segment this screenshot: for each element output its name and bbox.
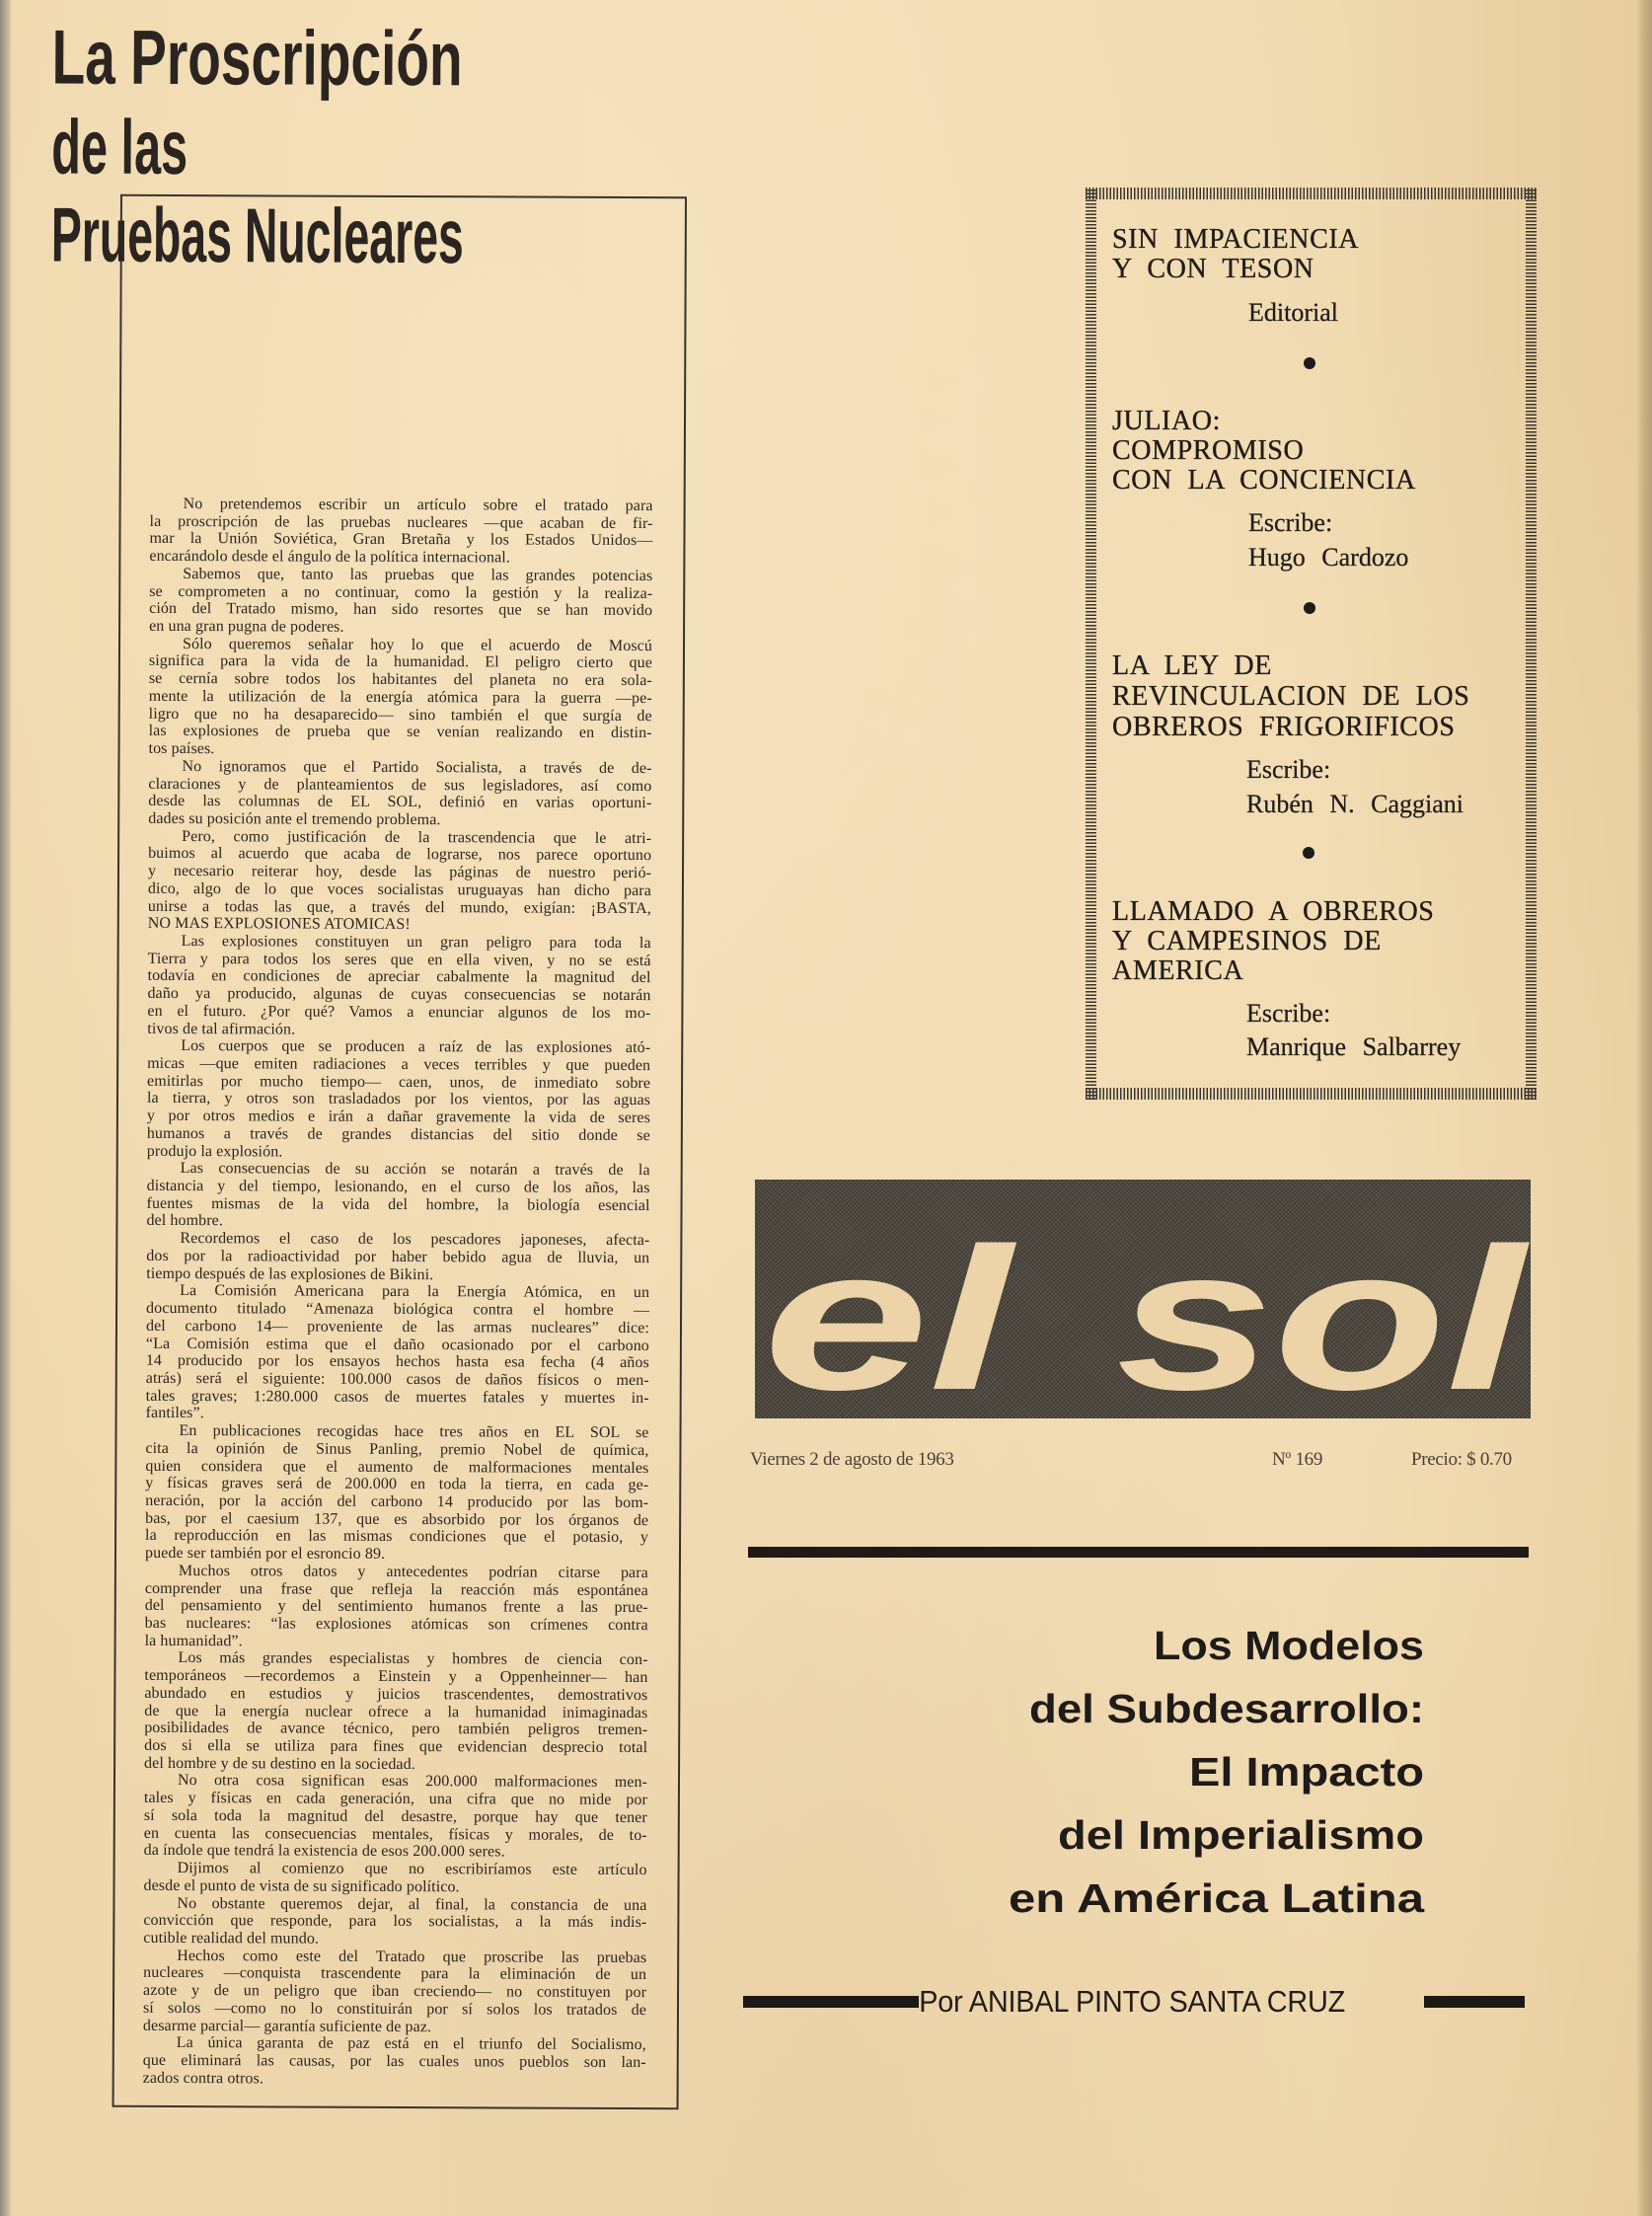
article-text-line: Muchos otros datos y antecedentes podrían citarse para <box>178 1562 648 1581</box>
article-text-line: y físicas graves será de 200.000 en toda la tierra, en cada ge- <box>145 1475 649 1494</box>
article-text-line: Dijimos al comienzo que no escribiríamos este artículo <box>177 1860 647 1879</box>
article-text-line: tos países. <box>148 739 215 758</box>
bullet-separator-icon <box>1303 847 1314 859</box>
article-text-line: documento titulado “Amenaza biológica contra el hombre — <box>146 1299 650 1320</box>
el-sol-logo <box>755 1180 1531 1418</box>
article-paragraph <box>143 2034 646 2089</box>
article-text-line: Los cuerpos que se producen a raíz de las explosiones ató- <box>181 1037 651 1057</box>
contents-box <box>1086 188 1537 1100</box>
article-text-line: mente la utilización de la energía atómica para la guerra —pe- <box>148 687 652 708</box>
article-text-line: La Comisión Americana para la Energía Atómica, en un <box>180 1282 650 1302</box>
article-text-line: fantiles”. <box>145 1405 204 1422</box>
article-text-line: mar la Unión Soviética, Gran Bretaña y los Estados Unidos— <box>149 530 653 550</box>
article-text-line: produjo la explosión. <box>146 1142 283 1161</box>
article-paragraph <box>148 758 651 830</box>
article-text-line: la reproducción en las mismas condiciones que el potasio, y <box>145 1527 649 1547</box>
article-title-line: La Proscripción <box>51 13 635 104</box>
article-text-line: que eliminará las causas, por las cuales unos pueblos son lan- <box>142 2051 646 2072</box>
article-paragraph <box>146 1282 650 1424</box>
horizontal-rule <box>748 1547 1529 1558</box>
contents-item-byline <box>1246 997 1461 1064</box>
contents-title-line: COMPROMISO <box>1112 435 1305 466</box>
headline-line: en América Latina <box>1009 1875 1426 1921</box>
article-paragraph <box>149 496 652 568</box>
article-text-line: fuentes mismas de la vida del hombre, la biología esencial <box>146 1194 650 1214</box>
article-text-line: No obstante queremos dejar, al final, la constancia de una <box>177 1894 647 1914</box>
article-text-line: Recordemos el caso de los pescadores japoneses, afecta- <box>180 1230 650 1250</box>
article-text-line: sí solos —como no lo constituirán por sí solos los tratados de <box>142 1999 647 2019</box>
bullet-separator-icon <box>1304 602 1315 614</box>
article-text-line: las explosiones de prueba que se venían realizando en distin- <box>148 723 652 742</box>
contents-item-juliao-title <box>1112 407 1416 496</box>
page-edge-shadow-right <box>1636 0 1652 2216</box>
article-paragraph <box>146 1160 649 1232</box>
byline-bar-right <box>1424 1996 1525 2008</box>
article-text-line: claraciones y de planteamientos de sus legisladores, así como <box>148 775 652 795</box>
contents-item-label: Escribe: <box>1248 508 1333 537</box>
article-text-line: atrás) será el siguiente: 100.000 casos de daños físicos o men- <box>145 1369 649 1390</box>
article-text-line: desde el punto de vista de su significado político. <box>143 1876 460 1896</box>
article-paragraph <box>145 1563 648 1652</box>
contents-item-llamado-title <box>1112 897 1434 986</box>
article-text-line: micas —que emiten radiaciones a veces terribles y que pueden <box>147 1054 651 1075</box>
article-paragraph <box>143 1860 646 1897</box>
article-text-line: del carbono 14— proveniente de las armas nucleares” dice: <box>145 1317 650 1337</box>
article-paragraph <box>148 828 651 936</box>
issue-price: Precio: $ 0.70 <box>1411 1449 1512 1470</box>
logo-word: sol <box>1116 1206 1531 1418</box>
article-text-line: ción del Tratado mismo, han sido resortes que se han movido <box>149 600 653 620</box>
article-text-line: unirse a todas las que, a través del mundo, exigían: ¡BASTA, <box>147 897 651 917</box>
article-text-line: Las consecuencias de su acción se notarán a través de la <box>180 1160 650 1180</box>
hatched-border-bottom <box>1086 1088 1537 1100</box>
article-body <box>143 496 653 2090</box>
article-text-line: en el futuro. ¿Por qué? Vamos a enunciar algunos de los mo- <box>147 1002 651 1022</box>
article-text-line: humanos a través de grandes distancias del sitio donde se <box>146 1124 650 1144</box>
article-box <box>50 13 745 2109</box>
article-text-line: convicción que responde, para los socialistas, a la más indis- <box>143 1912 647 1932</box>
article-text-line: Los más grandes especialistas y hombres de ciencia con- <box>178 1649 648 1669</box>
article-text-line: y por otros medios e irán a dañar gravemente la vida de seres <box>146 1108 650 1127</box>
article-text-line: dico, algo de lo que voces socialistas uruguayas han dicho para <box>147 879 651 899</box>
article-paragraph <box>145 1422 649 1565</box>
headline-line: El Impacto <box>1189 1749 1424 1795</box>
article-text-line: No ignoramos que el Partido Socialista, a través de de- <box>182 757 652 777</box>
article-text-line: del hombre y de su destino en la sociedad. <box>144 1754 415 1773</box>
article-paragraph <box>149 636 653 760</box>
article-text-line: neración, por la acción del carbono 14 producido por las bom- <box>145 1491 649 1512</box>
contents-title-line: Y CAMPESINOS DE <box>1112 926 1382 956</box>
article-text-line: distancia y del tiempo, lesionando, en el curso de los años, las <box>146 1177 650 1197</box>
article-text-line: tiempo después de las explosiones de Bikini. <box>146 1264 434 1283</box>
byline-text: Por ANIBAL PINTO SANTA CRUZ <box>919 1984 1346 2019</box>
article-title <box>1 0 745 497</box>
article-text-line: daño ya producido, algunas de cuyas consecuencias se notarán <box>147 985 651 1005</box>
article-text-line: La única garanta de paz está en el triunfo del Socialismo, <box>176 2034 646 2054</box>
article-text-line: azote y de un peligro que iban creciendo— no constituyen por <box>143 1981 647 2002</box>
article-text-line: “La Comisión estima que el daño ocasionado por el carbono <box>145 1335 649 1354</box>
contents-title-line: CON LA CONCIENCIA <box>1112 465 1416 496</box>
contents-item-label: Escribe: <box>1246 755 1331 784</box>
article-text-line: bas, por el caesium 137, que es absorbido por los órganos de <box>145 1509 649 1529</box>
issue-date: Viernes 2 de agosto de 1963 <box>750 1449 954 1470</box>
article-paragraph <box>146 1230 649 1284</box>
contents-title-line: JULIAO: <box>1112 406 1221 436</box>
headline-line: del Subdesarrollo: <box>1029 1686 1424 1731</box>
article-text-line: En publicaciones recogidas hace tres años en EL SOL se <box>179 1422 649 1442</box>
article-text-line: de que la energía nuclear ofrece a la humanidad inimaginadas <box>144 1702 648 1721</box>
contents-item-author: Rubén N. Caggiani <box>1246 790 1464 818</box>
article-text-line: se cernía sobre todos los habitantes del planeta no era sola- <box>148 670 652 690</box>
contents-title-line: AMERICA <box>1112 955 1244 986</box>
headline-line: del Imperialismo <box>1058 1812 1424 1858</box>
article-text-line: tales graves; 1:280.000 casos de muertes fatales y muertes in- <box>145 1387 649 1407</box>
article-title-line: de las <box>51 103 270 191</box>
article-text-line: 14 producido por los ensayos hechos hasta esa fecha (4 años <box>145 1352 649 1372</box>
article-text-line: abundado en estudios y juicios trascendentes, demostrativos <box>144 1684 648 1704</box>
article-text-line: buimos al acuerdo que acaba de lograrse, nos parece oportuno <box>148 845 652 865</box>
article-text-line: dos si ella se utiliza para fines que evidencian desprecio total <box>144 1736 648 1757</box>
article-text-line: Las explosiones constituyen un gran peligro para toda la <box>181 932 651 953</box>
article-text-line: No pretendemos escribir un artículo sobre el tratado para <box>183 496 653 515</box>
article-text-line: Pero, como justificación de la trascendencia que le atri- <box>182 827 652 847</box>
article-text-line: desarme parcial— garantía suficiente de paz. <box>142 2017 432 2035</box>
article-text-line: comprender una frase que refleja la reacción más espontánea <box>144 1579 648 1599</box>
article-paragraph <box>147 1037 651 1162</box>
issue-number: Nº 169 <box>1272 1449 1323 1470</box>
article-text-line: dades su posición ante el tremendo problema. <box>148 809 441 829</box>
article-text-line: la humanidad”. <box>144 1632 243 1650</box>
contents-title-line: SIN IMPACIENCIA <box>1112 224 1360 255</box>
hatched-border-left <box>1086 188 1096 1100</box>
article-text-line: la tierra, y otros son trasladados por los vientos, por las aguas <box>146 1090 651 1109</box>
article-text-line: quien considera que el aumento de malformaciones mentales <box>145 1457 649 1477</box>
article-text-line: todavía en condiciones de apreciar cabalmente la magnitud del <box>147 967 651 987</box>
article-paragraph <box>144 1649 648 1774</box>
contents-title-line: REVINCULACION DE LOS <box>1112 681 1470 712</box>
article-text-line: zados contra otros. <box>142 2069 264 2088</box>
article-text-line: emitirlas por mucho tiempo— caen, unos, de inmediato sobre <box>147 1072 651 1092</box>
article-text-line: se comprometen a no continuar, como la gestión y la realiza- <box>149 582 653 602</box>
contents-item-label: Editorial <box>1248 298 1338 327</box>
contents-item-editorial-title <box>1112 225 1359 284</box>
article-text-line: en cuenta las consecuencias mentales, físicas y morales, de to- <box>143 1824 647 1844</box>
article-paragraph <box>144 1772 647 1862</box>
contents-item-byline <box>1248 505 1408 574</box>
contents-item-author: Hugo Cardozo <box>1248 543 1409 572</box>
article-text-line: da índole que tendrá la existencia de esos 200.000 seres. <box>143 1842 505 1861</box>
article-text-line: sí sola toda la magnitud del desastre, porque hay que tener <box>143 1806 647 1826</box>
contents-item-author: Manrique Salbarrey <box>1246 1032 1462 1061</box>
article-text-line: desde las columnas de EL SOL, definió en varias oportuni- <box>148 793 652 812</box>
contents-title-line: LA LEY DE <box>1112 650 1272 681</box>
article-text-line: No otra cosa significan esas 200.000 malformaciones men- <box>177 1772 648 1792</box>
article-text-line: significa para la vida de la humanidad. El peligro cierto que <box>148 652 652 672</box>
article-text-line: NO MAS EXPLOSIONES ATOMICAS! <box>147 915 411 934</box>
article-text-line: ligro que no ha desaparecido— sino también el que surgía de <box>148 705 652 725</box>
article-text-line: la proscripción de las pruebas nucleares —que acaban de fir- <box>149 512 653 532</box>
article-text-line: bas nucleares: “las explosiones atómicas son crímenes contra <box>144 1614 648 1635</box>
feature-headline <box>888 1599 1480 1935</box>
article-text-line: Hechos como este del Tratado que proscribe las pruebas <box>177 1947 647 1966</box>
article-text-line: del hombre. <box>146 1212 224 1230</box>
article-paragraph <box>147 933 650 1040</box>
article-text-line: puede ser también por el esroncio 89. <box>144 1544 386 1564</box>
article-paragraph <box>143 1894 646 1949</box>
bullet-separator-icon <box>1304 357 1315 369</box>
article-text-line: posibilidades de avance técnico, pero también peligros tremen- <box>144 1719 648 1739</box>
article-text-line: tales y físicas en cada generación, una cifra que no mide por <box>143 1790 647 1809</box>
article-text-line: del pensamiento y del sentimiento humanos frente a las prue- <box>144 1597 648 1617</box>
article-paragraph <box>143 1948 646 2037</box>
article-text-line: temporáneos —recordemos a Einstein y a Oppenheinner— han <box>144 1667 648 1687</box>
article-text-line: Sabemos que, tanto las pruebas que las grandes potencias <box>183 565 653 584</box>
article-text-line: dos por la radioactividad por haber bebido agua de lluvia, un <box>146 1247 650 1267</box>
contents-title-line: OBREROS FRIGORIFICOS <box>1112 712 1456 742</box>
contents-title-line: Y CON TESON <box>1112 254 1314 284</box>
article-text-line: nucleares —conquista trascendente para la eliminación de un <box>143 1964 647 1984</box>
article-text-line: Sólo queremos señalar hoy lo que el acuerdo de Moscú <box>182 635 653 654</box>
article-text-line: encarándolo desde el ángulo de la política internacional. <box>149 548 510 567</box>
article-title-line: Pruebas Nucleares <box>50 191 745 281</box>
logo-word: el <box>763 1206 1017 1418</box>
article-text-line: y necesario reiterar hoy, desde las páginas de nuestro perió- <box>147 862 652 882</box>
article-text-line: tivos de tal afirmación. <box>147 1020 296 1038</box>
feature-byline <box>743 1983 1525 2021</box>
contents-item-label: Escribe: <box>1246 999 1331 1028</box>
article-text-line: en una gran pugna de poderes. <box>149 617 344 636</box>
article-paragraph <box>149 566 652 638</box>
hatched-border-top <box>1086 188 1537 199</box>
headline-line: Los Modelos <box>1154 1623 1424 1668</box>
contents-title-line: LLAMADO A OBREROS <box>1112 896 1435 927</box>
contents-item-byline <box>1246 752 1464 821</box>
contents-item-ley-title <box>1112 650 1469 742</box>
article-text-line: Tierra y para todos los seres que en ella viven, y no se está <box>147 950 651 969</box>
hatched-border-right <box>1526 188 1537 1100</box>
article-text-line: cita la opinión de Sinus Panling, premio Nobel de química, <box>145 1439 649 1459</box>
byline-bar-left <box>743 1996 919 2008</box>
article-text-line: cutible realidad del mundo. <box>143 1929 320 1948</box>
